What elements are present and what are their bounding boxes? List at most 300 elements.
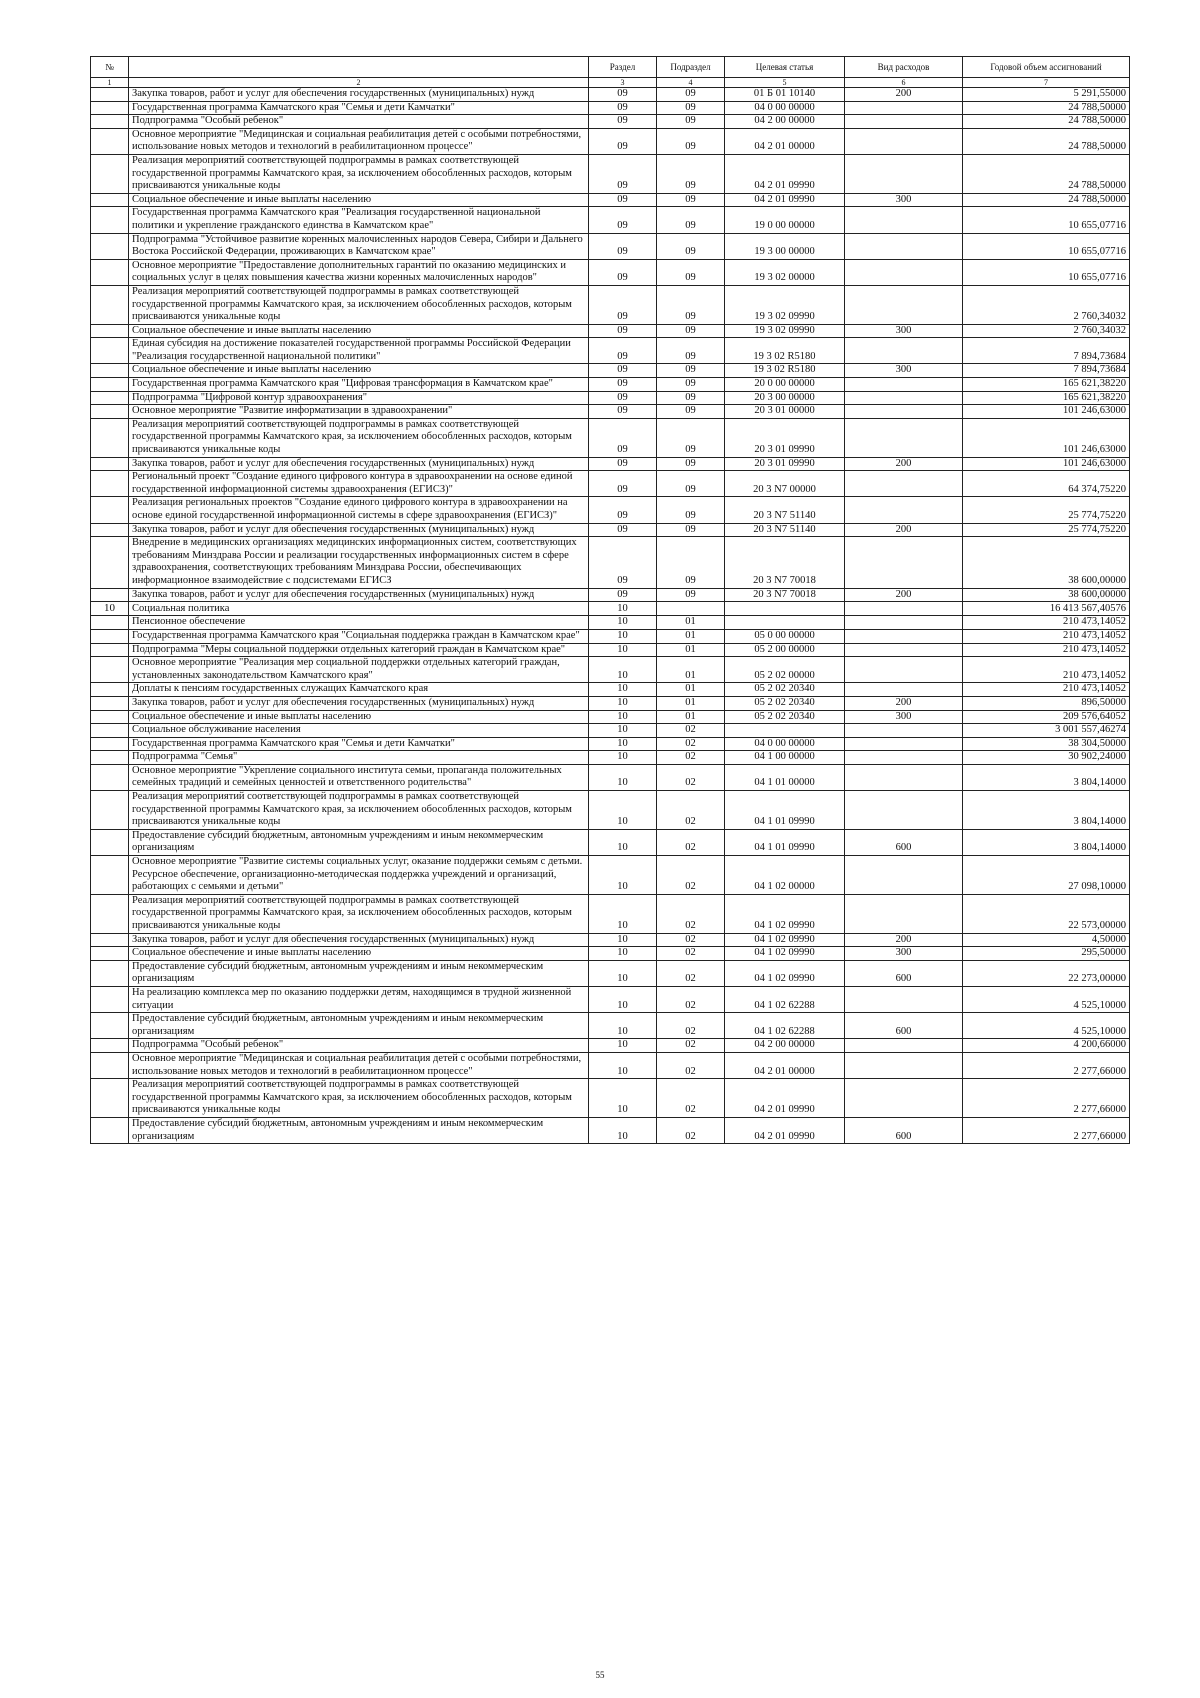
cell-podrazdel: 09	[657, 471, 725, 497]
cell-number	[91, 1039, 129, 1053]
cell-target-article: 20 3 01 09990	[725, 418, 845, 457]
cell-amount: 24 788,50000	[963, 101, 1130, 115]
cell-number	[91, 523, 129, 537]
cell-expense-type	[845, 128, 963, 154]
cell-name: Подпрограмма "Особый ребенок"	[129, 1039, 589, 1053]
cell-number	[91, 696, 129, 710]
cell-name: Подпрограмма "Цифровой контур здравоохранения"	[129, 391, 589, 405]
cell-podrazdel: 09	[657, 338, 725, 364]
cell-amount: 210 473,14052	[963, 629, 1130, 643]
cell-name: Государственная программа Камчатского края "Семья и дети Камчатки"	[129, 737, 589, 751]
cell-podrazdel: 02	[657, 1013, 725, 1039]
cell-podrazdel: 09	[657, 405, 725, 419]
table-row	[91, 696, 1130, 710]
cell-amount: 64 374,75220	[963, 471, 1130, 497]
header-expense-type: Вид расходов	[845, 57, 963, 78]
cell-number	[91, 497, 129, 523]
cell-amount: 2 277,66000	[963, 1052, 1130, 1078]
cell-expense-type: 200	[845, 457, 963, 471]
table-row	[91, 856, 1130, 895]
cell-number	[91, 391, 129, 405]
cell-razdel: 10	[589, 791, 657, 830]
cell-name: Предоставление субсидий бюджетным, автономным учреждениям и иным некоммерческим организациям	[129, 1117, 589, 1143]
table-row	[91, 378, 1130, 392]
table-row	[91, 285, 1130, 324]
table-row	[91, 497, 1130, 523]
cell-podrazdel: 09	[657, 285, 725, 324]
cell-amount: 4,50000	[963, 933, 1130, 947]
cell-number	[91, 751, 129, 765]
cell-razdel: 10	[589, 751, 657, 765]
cell-podrazdel: 09	[657, 391, 725, 405]
cell-number	[91, 259, 129, 285]
cell-razdel: 10	[589, 737, 657, 751]
table-row	[91, 629, 1130, 643]
cell-name: Закупка товаров, работ и услуг для обеспечения государственных (муниципальных) нужд	[129, 933, 589, 947]
cell-expense-type	[845, 207, 963, 233]
cell-name: Государственная программа Камчатского края "Социальная поддержка граждан в Камчатском крае"	[129, 629, 589, 643]
cell-podrazdel: 02	[657, 737, 725, 751]
cell-name: Реализация мероприятий соответствующей подпрограммы в рамках соответствующей государственной программы Камчатского края, за исключением обособленных расходов, которым присваиваются уникальные коды	[129, 791, 589, 830]
cell-podrazdel: 09	[657, 193, 725, 207]
cell-target-article: 04 1 02 00000	[725, 856, 845, 895]
cell-target-article: 20 3 N7 70018	[725, 588, 845, 602]
cell-razdel: 10	[589, 629, 657, 643]
cell-expense-type	[845, 856, 963, 895]
cell-amount: 2 277,66000	[963, 1079, 1130, 1118]
cell-target-article: 19 3 02 00000	[725, 259, 845, 285]
cell-expense-type	[845, 497, 963, 523]
cell-expense-type: 200	[845, 523, 963, 537]
cell-podrazdel: 01	[657, 643, 725, 657]
cell-expense-type	[845, 894, 963, 933]
cell-podrazdel: 02	[657, 856, 725, 895]
column-number: 4	[657, 78, 725, 88]
cell-razdel: 10	[589, 829, 657, 855]
table-row	[91, 947, 1130, 961]
cell-razdel: 09	[589, 128, 657, 154]
cell-amount: 165 621,38220	[963, 391, 1130, 405]
cell-podrazdel: 02	[657, 933, 725, 947]
cell-amount: 101 246,63000	[963, 418, 1130, 457]
cell-razdel: 10	[589, 894, 657, 933]
cell-amount: 209 576,64052	[963, 710, 1130, 724]
cell-razdel: 09	[589, 471, 657, 497]
cell-name: Закупка товаров, работ и услуг для обеспечения государственных (муниципальных) нужд	[129, 696, 589, 710]
cell-expense-type: 300	[845, 193, 963, 207]
cell-name: Предоставление субсидий бюджетным, автономным учреждениям и иным некоммерческим организациям	[129, 960, 589, 986]
table-row	[91, 471, 1130, 497]
cell-amount: 24 788,50000	[963, 128, 1130, 154]
cell-number: 10	[91, 602, 129, 616]
cell-razdel: 09	[589, 207, 657, 233]
cell-target-article: 04 2 01 09990	[725, 1079, 845, 1118]
cell-target-article: 20 3 N7 00000	[725, 471, 845, 497]
cell-number	[91, 986, 129, 1012]
cell-podrazdel: 01	[657, 629, 725, 643]
cell-name: Внедрение в медицинских организациях медицинских информационных систем, соответствующих требованиям Минздрава России и реализации государственных информационных систем в сфере здравоохранения, соответствующих требованиям Минздрава России, обеспечивающих информационное взаимодействие с подсистемами ЕГИСЗ	[129, 537, 589, 588]
cell-number	[91, 364, 129, 378]
cell-name: Государственная программа Камчатского края "Реализация государственной национальной политики и укрепление гражданского единства в Камчатском крае"	[129, 207, 589, 233]
cell-name: Реализация мероприятий соответствующей подпрограммы в рамках соответствующей государственной программы Камчатского края, за исключением обособленных расходов, которым присваиваются уникальные коды	[129, 894, 589, 933]
table-row	[91, 933, 1130, 947]
cell-amount: 25 774,75220	[963, 523, 1130, 537]
cell-target-article: 20 3 N7 70018	[725, 537, 845, 588]
cell-amount: 10 655,07716	[963, 233, 1130, 259]
cell-amount: 10 655,07716	[963, 259, 1130, 285]
cell-podrazdel: 09	[657, 457, 725, 471]
cell-name: Подпрограмма "Устойчивое развитие коренных малочисленных народов Севера, Сибири и Дальнего Востока Российской Федерации, проживающих в Камчатском крае"	[129, 233, 589, 259]
cell-target-article: 05 2 02 20340	[725, 710, 845, 724]
cell-amount: 24 788,50000	[963, 115, 1130, 129]
cell-name: Основное мероприятие "Предоставление дополнительных гарантий по оказанию медицинских и социальных услуг в целях повышения качества жизни коренных малочисленных народов"	[129, 259, 589, 285]
cell-number	[91, 933, 129, 947]
cell-podrazdel: 02	[657, 947, 725, 961]
cell-razdel: 09	[589, 101, 657, 115]
cell-target-article: 04 2 01 00000	[725, 1052, 845, 1078]
table-row	[91, 259, 1130, 285]
cell-amount: 22 573,00000	[963, 894, 1130, 933]
cell-amount: 38 304,50000	[963, 737, 1130, 751]
table-header-row	[91, 57, 1130, 78]
cell-number	[91, 324, 129, 338]
cell-number	[91, 378, 129, 392]
cell-razdel: 09	[589, 324, 657, 338]
cell-name: Закупка товаров, работ и услуг для обеспечения государственных (муниципальных) нужд	[129, 523, 589, 537]
cell-razdel: 10	[589, 683, 657, 697]
column-number: 7	[963, 78, 1130, 88]
header-target-article: Целевая статья	[725, 57, 845, 78]
table-row	[91, 1013, 1130, 1039]
cell-target-article: 04 2 01 09990	[725, 193, 845, 207]
cell-expense-type	[845, 1079, 963, 1118]
cell-expense-type	[845, 737, 963, 751]
cell-expense-type: 600	[845, 960, 963, 986]
cell-podrazdel: 02	[657, 829, 725, 855]
cell-name: Пенсионное обеспечение	[129, 616, 589, 630]
cell-number	[91, 643, 129, 657]
cell-razdel: 10	[589, 1013, 657, 1039]
cell-expense-type	[845, 391, 963, 405]
cell-name: Реализация мероприятий соответствующей подпрограммы в рамках соответствующей государственной программы Камчатского края, за исключением обособленных расходов, которым присваиваются уникальные коды	[129, 1079, 589, 1118]
cell-number	[91, 947, 129, 961]
cell-number	[91, 629, 129, 643]
cell-amount: 210 473,14052	[963, 616, 1130, 630]
cell-podrazdel: 09	[657, 88, 725, 102]
cell-expense-type	[845, 378, 963, 392]
cell-target-article: 04 1 00 00000	[725, 751, 845, 765]
cell-amount: 2 277,66000	[963, 1117, 1130, 1143]
cell-amount: 38 600,00000	[963, 537, 1130, 588]
cell-target-article: 04 2 01 09990	[725, 154, 845, 193]
cell-target-article: 19 3 02 09990	[725, 324, 845, 338]
cell-amount: 3 804,14000	[963, 791, 1130, 830]
header-razdel: Раздел	[589, 57, 657, 78]
cell-target-article: 04 0 00 00000	[725, 737, 845, 751]
cell-razdel: 09	[589, 233, 657, 259]
cell-number	[91, 193, 129, 207]
cell-number	[91, 154, 129, 193]
table-row	[91, 233, 1130, 259]
cell-razdel: 10	[589, 856, 657, 895]
cell-razdel: 09	[589, 115, 657, 129]
cell-number	[91, 537, 129, 588]
cell-razdel: 10	[589, 960, 657, 986]
cell-name: На реализацию комплекса мер по оказанию поддержки детям, находящимся в трудной жизненной ситуации	[129, 986, 589, 1012]
cell-number	[91, 1052, 129, 1078]
table-row	[91, 1039, 1130, 1053]
cell-expense-type	[845, 285, 963, 324]
cell-number	[91, 856, 129, 895]
cell-name: Социальное обеспечение и иные выплаты населению	[129, 710, 589, 724]
table-row	[91, 751, 1130, 765]
table-row	[91, 128, 1130, 154]
table-row	[91, 364, 1130, 378]
cell-amount: 16 413 567,40576	[963, 602, 1130, 616]
cell-amount: 3 804,14000	[963, 764, 1130, 790]
cell-razdel: 10	[589, 1117, 657, 1143]
cell-name: Закупка товаров, работ и услуг для обеспечения государственных (муниципальных) нужд	[129, 88, 589, 102]
cell-podrazdel: 09	[657, 233, 725, 259]
cell-podrazdel: 01	[657, 683, 725, 697]
cell-podrazdel: 09	[657, 378, 725, 392]
cell-target-article: 05 2 02 20340	[725, 683, 845, 697]
cell-target-article: 20 3 00 00000	[725, 391, 845, 405]
cell-razdel: 09	[589, 154, 657, 193]
cell-number	[91, 894, 129, 933]
cell-amount: 4 525,10000	[963, 986, 1130, 1012]
cell-razdel: 10	[589, 947, 657, 961]
table-body	[91, 88, 1130, 1144]
cell-razdel: 09	[589, 418, 657, 457]
cell-amount: 38 600,00000	[963, 588, 1130, 602]
cell-name: Реализация региональных проектов "Создание единого цифрового контура в здравоохранении на основе единой государственной информационной системы в сфере здравоохранения (ЕГИСЗ)"	[129, 497, 589, 523]
cell-expense-type	[845, 1052, 963, 1078]
cell-expense-type	[845, 471, 963, 497]
table-row	[91, 338, 1130, 364]
cell-name: Социальное обеспечение и иные выплаты населению	[129, 947, 589, 961]
header-name	[129, 57, 589, 78]
cell-number	[91, 588, 129, 602]
cell-amount: 2 760,34032	[963, 324, 1130, 338]
cell-target-article: 19 0 00 00000	[725, 207, 845, 233]
cell-podrazdel: 09	[657, 101, 725, 115]
cell-expense-type	[845, 616, 963, 630]
header-annual-amount: Годовой объем ассигнований	[963, 57, 1130, 78]
cell-expense-type: 200	[845, 88, 963, 102]
cell-target-article: 04 1 01 00000	[725, 764, 845, 790]
table-row	[91, 207, 1130, 233]
cell-expense-type	[845, 629, 963, 643]
cell-podrazdel: 02	[657, 1079, 725, 1118]
table-row	[91, 710, 1130, 724]
column-number: 1	[91, 78, 129, 88]
cell-target-article: 05 2 00 00000	[725, 643, 845, 657]
cell-number	[91, 285, 129, 324]
table-row	[91, 405, 1130, 419]
cell-target-article: 20 3 N7 51140	[725, 497, 845, 523]
table-row	[91, 537, 1130, 588]
cell-expense-type: 600	[845, 1117, 963, 1143]
table-row	[91, 657, 1130, 683]
cell-name: Реализация мероприятий соответствующей подпрограммы в рамках соответствующей государственной программы Камчатского края, за исключением обособленных расходов, которым присваиваются уникальные коды	[129, 418, 589, 457]
cell-podrazdel: 01	[657, 696, 725, 710]
cell-number	[91, 616, 129, 630]
cell-target-article: 04 1 01 09990	[725, 829, 845, 855]
cell-target-article: 04 1 01 09990	[725, 791, 845, 830]
cell-amount: 101 246,63000	[963, 405, 1130, 419]
cell-podrazdel: 02	[657, 960, 725, 986]
cell-number	[91, 101, 129, 115]
cell-amount: 210 473,14052	[963, 657, 1130, 683]
cell-amount: 22 273,00000	[963, 960, 1130, 986]
cell-podrazdel: 02	[657, 1052, 725, 1078]
cell-name: Государственная программа Камчатского края "Семья и дети Камчатки"	[129, 101, 589, 115]
cell-name: Основное мероприятие "Медицинская и социальная реабилитация детей с особыми потребностями, использование новых методов и технологий в реабилитационном процессе"	[129, 128, 589, 154]
cell-target-article: 04 2 00 00000	[725, 115, 845, 129]
column-number-row	[91, 78, 1130, 88]
cell-amount: 4 200,66000	[963, 1039, 1130, 1053]
cell-number	[91, 657, 129, 683]
cell-razdel: 10	[589, 986, 657, 1012]
cell-name: Подпрограмма "Особый ребенок"	[129, 115, 589, 129]
cell-expense-type	[845, 724, 963, 738]
cell-name: Подпрограмма "Меры социальной поддержки отдельных категорий граждан в Камчатском крае"	[129, 643, 589, 657]
column-number: 3	[589, 78, 657, 88]
cell-target-article: 04 1 02 09990	[725, 947, 845, 961]
cell-podrazdel: 02	[657, 751, 725, 765]
cell-podrazdel: 09	[657, 497, 725, 523]
cell-number	[91, 737, 129, 751]
cell-expense-type: 300	[845, 710, 963, 724]
table-row	[91, 960, 1130, 986]
cell-podrazdel: 01	[657, 710, 725, 724]
cell-amount: 295,50000	[963, 947, 1130, 961]
table-row	[91, 457, 1130, 471]
cell-name: Основное мероприятие "Реализация мер социальной поддержки отдельных категорий граждан, установленных законодательством Камчатского края"	[129, 657, 589, 683]
cell-expense-type: 600	[845, 1013, 963, 1039]
cell-amount: 210 473,14052	[963, 683, 1130, 697]
budget-table	[90, 56, 1130, 1144]
cell-target-article: 19 3 02 09990	[725, 285, 845, 324]
cell-podrazdel: 02	[657, 1039, 725, 1053]
table-row	[91, 643, 1130, 657]
cell-razdel: 10	[589, 1039, 657, 1053]
cell-razdel: 09	[589, 391, 657, 405]
cell-number	[91, 710, 129, 724]
table-row	[91, 894, 1130, 933]
cell-expense-type: 300	[845, 324, 963, 338]
cell-podrazdel: 09	[657, 364, 725, 378]
cell-name: Основное мероприятие "Медицинская и социальная реабилитация детей с особыми потребностями, использование новых методов и технологий в реабилитационном процессе"	[129, 1052, 589, 1078]
cell-expense-type	[845, 537, 963, 588]
cell-number	[91, 115, 129, 129]
cell-number	[91, 338, 129, 364]
cell-expense-type: 300	[845, 364, 963, 378]
cell-amount: 25 774,75220	[963, 497, 1130, 523]
cell-podrazdel: 09	[657, 259, 725, 285]
cell-razdel: 09	[589, 338, 657, 364]
cell-podrazdel: 09	[657, 154, 725, 193]
cell-expense-type	[845, 751, 963, 765]
table-row	[91, 986, 1130, 1012]
cell-amount: 3 804,14000	[963, 829, 1130, 855]
cell-amount: 210 473,14052	[963, 643, 1130, 657]
table-row	[91, 324, 1130, 338]
header-number: №	[91, 57, 129, 78]
cell-target-article: 01 Б 01 10140	[725, 88, 845, 102]
cell-target-article: 04 0 00 00000	[725, 101, 845, 115]
table-row	[91, 829, 1130, 855]
cell-target-article: 04 2 01 09990	[725, 1117, 845, 1143]
table-row	[91, 616, 1130, 630]
cell-number	[91, 128, 129, 154]
table-row	[91, 1052, 1130, 1078]
cell-razdel: 09	[589, 285, 657, 324]
cell-number	[91, 791, 129, 830]
cell-name: Социальное обслуживание населения	[129, 724, 589, 738]
cell-amount: 24 788,50000	[963, 154, 1130, 193]
table-row	[91, 391, 1130, 405]
cell-number	[91, 405, 129, 419]
cell-expense-type: 300	[845, 947, 963, 961]
cell-podrazdel: 09	[657, 207, 725, 233]
table-row	[91, 764, 1130, 790]
cell-razdel: 09	[589, 537, 657, 588]
cell-podrazdel: 02	[657, 764, 725, 790]
cell-name: Доплаты к пенсиям государственных служащих Камчатского края	[129, 683, 589, 697]
cell-amount: 165 621,38220	[963, 378, 1130, 392]
cell-expense-type	[845, 791, 963, 830]
cell-amount: 4 525,10000	[963, 1013, 1130, 1039]
table-row	[91, 602, 1130, 616]
cell-razdel: 10	[589, 724, 657, 738]
cell-name: Государственная программа Камчатского края "Цифровая трансформация в Камчатском крае"	[129, 378, 589, 392]
cell-razdel: 10	[589, 1052, 657, 1078]
cell-target-article: 19 3 02 R5180	[725, 338, 845, 364]
cell-expense-type	[845, 643, 963, 657]
cell-number	[91, 471, 129, 497]
cell-razdel: 09	[589, 588, 657, 602]
cell-razdel: 10	[589, 696, 657, 710]
table-row	[91, 523, 1130, 537]
table-row	[91, 193, 1130, 207]
cell-podrazdel: 02	[657, 986, 725, 1012]
cell-expense-type	[845, 259, 963, 285]
cell-target-article: 20 3 N7 51140	[725, 523, 845, 537]
cell-name: Основное мероприятие "Развитие системы социальных услуг, оказание поддержки семьям с детьми. Ресурсное обеспечение, организационно-методическая поддержка учреждений и организаций, работающих с семьями и детьми"	[129, 856, 589, 895]
cell-expense-type	[845, 338, 963, 364]
cell-razdel: 09	[589, 497, 657, 523]
cell-expense-type	[845, 986, 963, 1012]
cell-number	[91, 88, 129, 102]
cell-name: Социальное обеспечение и иные выплаты населению	[129, 324, 589, 338]
cell-target-article: 05 0 00 00000	[725, 629, 845, 643]
cell-target-article: 20 0 00 00000	[725, 378, 845, 392]
cell-number	[91, 1079, 129, 1118]
cell-amount: 10 655,07716	[963, 207, 1130, 233]
cell-razdel: 10	[589, 657, 657, 683]
cell-name: Социальное обеспечение и иные выплаты населению	[129, 364, 589, 378]
cell-name: Основное мероприятие "Укрепление социального института семьи, пропаганда положительных семейных традиций и семейных ценностей и ответственного родительства"	[129, 764, 589, 790]
cell-razdel: 09	[589, 364, 657, 378]
cell-podrazdel: 09	[657, 523, 725, 537]
cell-podrazdel	[657, 602, 725, 616]
cell-razdel: 09	[589, 457, 657, 471]
cell-name: Подпрограмма "Семья"	[129, 751, 589, 765]
cell-number	[91, 683, 129, 697]
cell-number	[91, 829, 129, 855]
